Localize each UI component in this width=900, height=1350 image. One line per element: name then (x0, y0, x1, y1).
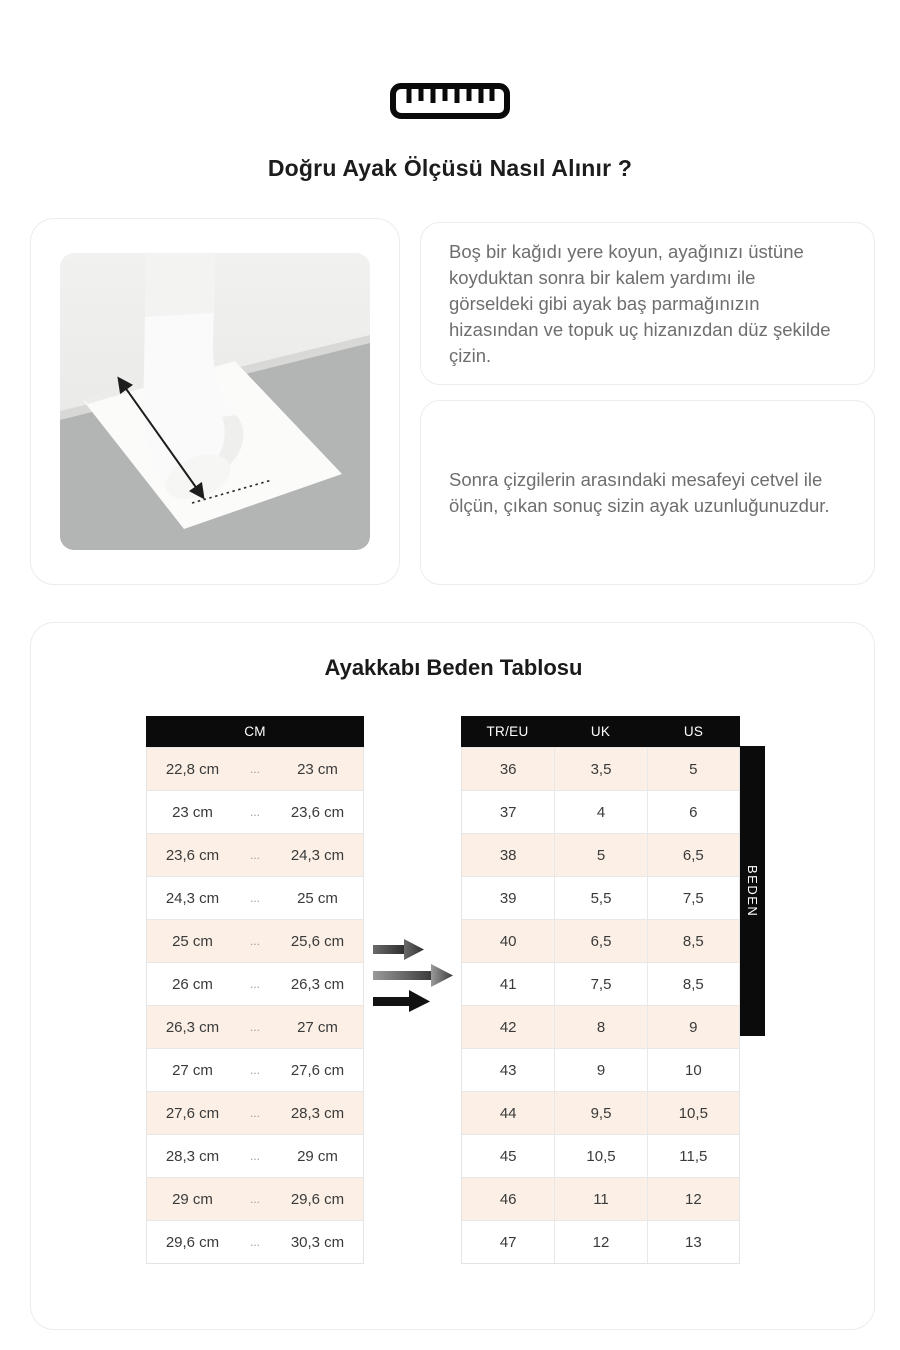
cm-table (146, 716, 364, 1264)
cm-table-row: 29 cm ... 29,6 cm (147, 1177, 363, 1220)
size-table-row: 38 5 6,5 (462, 833, 739, 876)
cm-table-row: 26 cm ... 26,3 cm (147, 962, 363, 1005)
size-chart-title: Ayakkabı Beden Tablosu (324, 655, 583, 680)
foot-measure-photo-card (30, 218, 400, 585)
header-us: US (683, 724, 704, 739)
ruler-icon (0, 82, 900, 120)
size-table-row: 43 9 10 (462, 1048, 739, 1091)
instruction-step2-text: Sonra çizgilerin arasındaki mesafeyi cetvel ile ölçün, çıkan sonuç sizin ayak uzunluğunuzdur. (449, 468, 830, 516)
size-table (461, 716, 740, 1264)
cm-table-row: 24,3 cm ... 25 cm (147, 876, 363, 919)
cm-table-row: 28,3 cm ... 29 cm (147, 1134, 363, 1177)
size-table-row: 36 3,5 5 (462, 747, 739, 790)
cm-table-row: 23 cm ... 23,6 cm (147, 790, 363, 833)
cm-table-header (146, 716, 364, 747)
size-table-row: 46 11 12 (462, 1177, 739, 1220)
cm-table-row: 26,3 cm ... 27 cm (147, 1005, 363, 1048)
size-table-row: 41 7,5 8,5 (462, 962, 739, 1005)
instruction-card-step1 (420, 222, 875, 385)
size-table-row: 40 6,5 8,5 (462, 919, 739, 962)
beden-side-label: BEDEN (740, 746, 765, 1036)
cm-table-row: 29,6 cm ... 30,3 cm (147, 1220, 363, 1263)
cm-header-label: CM (244, 724, 266, 739)
instruction-card-step2 (420, 400, 875, 585)
size-table-row: 39 5,5 7,5 (462, 876, 739, 919)
cm-table-row: 23,6 cm ... 24,3 cm (147, 833, 363, 876)
instruction-step1-text: Boş bir kağıdı yere koyun, ayağınızı üstüne koyduktan sonra bir kalem yardımı ile görseldeki gibi ayak baş parmağınızın hizasından ve topuk uç hizanızdan düz şekilde çizin. (449, 240, 831, 366)
cm-table-row: 25 cm ... 25,6 cm (147, 919, 363, 962)
header-tr-eu: TR/EU (486, 724, 529, 739)
size-table-header (461, 716, 740, 747)
header-uk: UK (590, 724, 611, 739)
page-title: Doğru Ayak Ölçüsü Nasıl Alınır ? (267, 155, 633, 181)
cm-table-row: 22,8 cm ... 23 cm (147, 747, 363, 790)
cm-table-row: 27 cm ... 27,6 cm (147, 1048, 363, 1091)
size-table-row: 37 4 6 (462, 790, 739, 833)
foot-measure-photo (60, 253, 370, 550)
cm-table-row: 27,6 cm ... 28,3 cm (147, 1091, 363, 1134)
size-table-row: 42 8 9 (462, 1005, 739, 1048)
size-chart-card (30, 622, 875, 1330)
size-table-row: 45 10,5 11,5 (462, 1134, 739, 1177)
size-table-row: 44 9,5 10,5 (462, 1091, 739, 1134)
size-table-row: 47 12 13 (462, 1220, 739, 1263)
